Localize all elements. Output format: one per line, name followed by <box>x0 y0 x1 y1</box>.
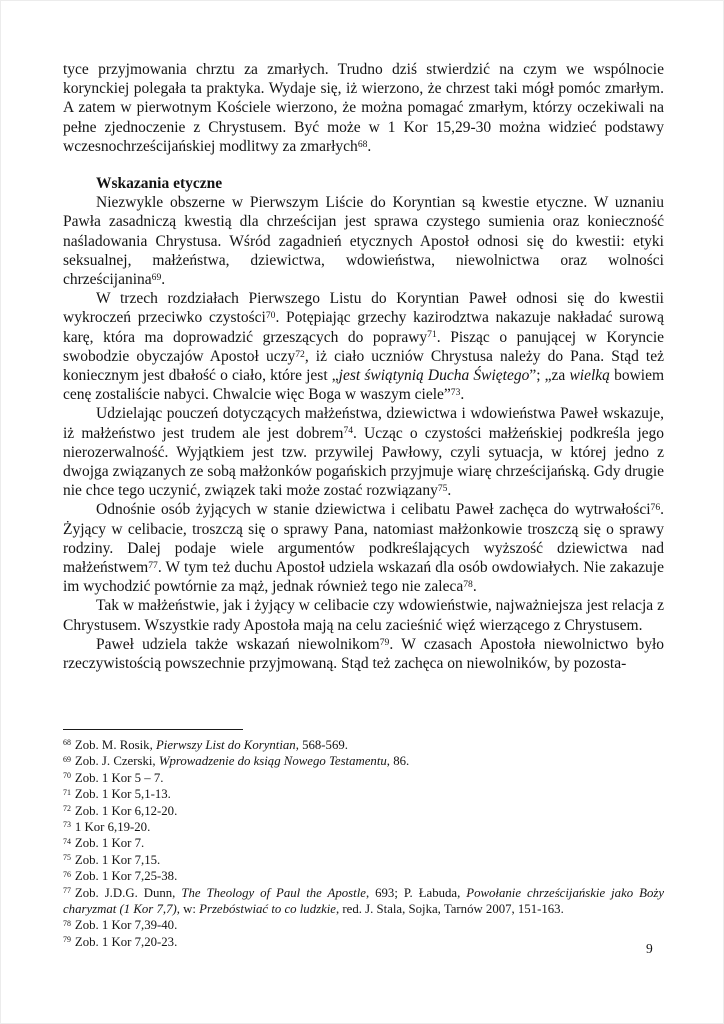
footnote-list <box>63 737 664 950</box>
footnote-item: $^{75}$ Zob. 1 Kor 7,15. <box>63 852 161 867</box>
paragraph: tyce przyjmowania chrztu za zmarłych. Trudno dziś stwierdzić na czym we wspólnocie korynckiej polegała ta praktyka. Wydaje się, iż wierzono, że chrzest taki mógł pomóc zmarłym. A zatem w pierwotnym Kościele wierzono, że można pomagać zmarłym, którzy oczekiwali na pełne zjednoczenie z Chrystusem. Być może w 1 Kor 15,29-30 można widzieć podstawy wczesnochrześcijańskiej modlitwy za zmarłych$^{68}$. <box>63 61 664 155</box>
paragraph: Odnośnie osób żyjących w stanie dziewictwa i celibatu Paweł zachęca do wytrwałości$^{76}$. Żyjący w celibacie, troszczą się o sprawy Pana, natomiast małżonkowie troszczą się o sprawy rodziny. Dalej podaje wiele argumentów podkreślających wyższość dziewictwa nad małżeństwem$^{77}$. W tym też duchu Apostoł udziela wskazań dla osób owdowiałych. Nie zakazuje im wychodzić powtórnie za mąż, jednak również tego nie zaleca$^{78}$. <box>63 501 664 596</box>
footnote-item: $^{73}$ 1 Kor 6,19-20. <box>63 820 151 835</box>
page-number: 9 <box>646 941 653 956</box>
footnote-number: 74 <box>63 836 71 846</box>
footnote-number: 73 <box>63 820 71 830</box>
paragraph: Udzielając pouczeń dotyczących małżeństwa, dziewictwa i wdowieństwa Paweł wskazuje, iż małżeństwo jest trudem ale jest dobrem$^{74}$. Ucząc o czystości małżeńskiej podkreśla jego nierozerwalność. Wyjątkiem jest tzw. przywilej Pawłowy, czyli sytuacja, w której jedno z dwojga związanych ze sobą małżonków pogańskich przyjmuje wiarę chrześcijańską. Gdy drugie nie chce tego uczynić, związek taki może zostać rozwiązany$^{75}$. <box>63 405 664 500</box>
paragraph: Niezwykle obszerne w Pierwszym Liście do Koryntian są kwestie etyczne. W uznaniu Pawła zasadniczą kwestią dla chrześcijan jest sprawa czystego sumienia oraz konieczność naśladowania Chrystusa. Wśród zagadnień etycznych Apostoł odnosi się do kwestii: etyki seksualnej, małżeństwa, dziewictwa, wdowieństwa, niewolnictwa oraz wolności chrześcijanina$^{69}$. <box>63 194 664 289</box>
footnote-number: 75 <box>63 853 71 863</box>
footnote-item: $^{72}$ Zob. 1 Kor 6,12-20. <box>63 803 178 818</box>
section-heading: Wskazania etyczne <box>96 175 223 193</box>
footnote-number: 77 <box>63 886 71 896</box>
footnote-separator <box>63 729 243 730</box>
footnote-item: $^{68}$ Zob. M. Rosik, Pierwszy List do Koryntian, 568-569. <box>63 738 348 752</box>
paragraph: Paweł udziela także wskazań niewolnikom$^{79}$. W czasach Apostoła niewolnictwo było rzeczywistością powszechnie przyjmowaną. Stąd też zachęca on niewolników, by pozosta- <box>63 635 664 673</box>
footnote-number: 78 <box>63 918 71 928</box>
body-content <box>63 60 664 673</box>
footnote-item: $^{76}$ Zob. 1 Kor 7,25-38. <box>63 869 178 884</box>
footnote-number: 71 <box>63 787 71 797</box>
footnote-number: 76 <box>63 869 71 879</box>
footnote-number: 68 <box>63 738 71 748</box>
footnote-number: 69 <box>63 754 71 764</box>
footnotes-section <box>63 729 664 950</box>
footnote-item: $^{79}$ Zob. 1 Kor 7,20-23. <box>63 934 178 949</box>
paragraph: W trzech rozdziałach Pierwszego Listu do Koryntian Paweł odnosi się do kwestii wykroczeń przeciwko czystości$^{70}$. Potępiając grzechy kazirodztwa nakazuje nakładać surową karę, która ma doprowadzić grzeszących do poprawy$^{71}$. Pisząc o panującej w Koryncie swobodzie obyczajów Apostoł uczy$^{72}$, iż ciało uczniów Chrystusa należy do Pana. Stąd też koniecznym jest dbałość o ciało, które jest „jest świątynią Ducha Świętego”; „za wielką bowiem cenę zostaliście nabyci. Chwalcie więc Boga w waszym ciele”$^{73}$. <box>63 290 665 404</box>
footnote-number: 70 <box>63 771 71 781</box>
footnote-number: 72 <box>63 804 71 814</box>
footnote-item: $^{70}$ Zob. 1 Kor 5 – 7. <box>63 770 164 785</box>
paragraph: Tak w małżeństwie, jak i żyjący w celibacie czy wdowieństwie, najważniejsza jest relacja z Chrystusem. Wszystkie rady Apostoła mają na celu zacieśnić więź wierzącego z Chrystusem. <box>63 597 664 634</box>
footnote-item: $^{78}$ Zob. 1 Kor 7,39-40. <box>63 918 178 933</box>
footnote-item: $^{77}$ Zob. J.D.G. Dunn, The Theology of Paul the Apostle, 693; P. Łabuda, Powołanie chrześcijańskie jako Boży charyzmat (1 Kor 7,7), w: Przebóstwiać to co ludzkie, red. J. Stala, Sojka, Tarnów 2007, 151-163. <box>63 885 665 917</box>
footnote-item: $^{71}$ Zob. 1 Kor 5,1-13. <box>63 787 171 802</box>
footnote-number: 79 <box>63 935 71 945</box>
footnote-item: $^{69}$ Zob. J. Czerski, Wprowadzenie do ksiąg Nowego Testamentu, 86. <box>63 754 410 769</box>
footnote-item: $^{74}$ Zob. 1 Kor 7. <box>63 836 145 851</box>
